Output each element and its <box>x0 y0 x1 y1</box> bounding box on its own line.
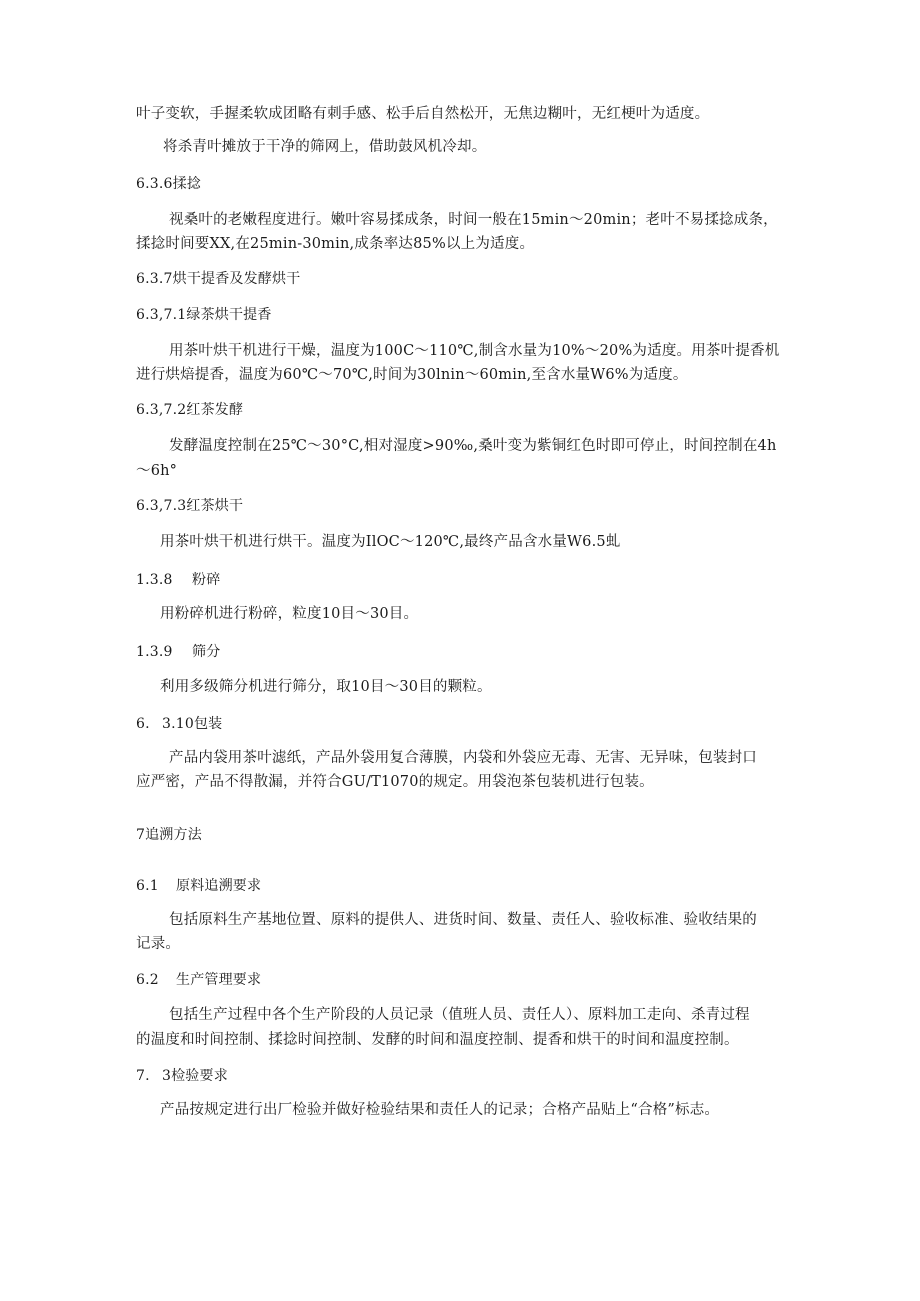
paragraph-line: 产品内袋用茶叶滤纸，产品外袋用复合薄膜，内袋和外袋应无毒、无害、无异味，包装封口 <box>169 750 757 766</box>
paragraph-line: 包括原料生产基地位置、原料的提供人、进货时间、数量、责任人、验收标准、验收结果的 <box>169 912 757 928</box>
paragraph-line: 包括生产过程中各个生产阶段的人员记录（值班人员、责任人）、原料加工走向、杀青过程 <box>169 1007 750 1023</box>
section-number: 6. <box>136 716 150 732</box>
paragraph-line: ～6h° <box>136 463 178 479</box>
paragraph-line: 视桑叶的老嫩程度进行。嫩叶容易揉成条，时间一般在15min～20min；老叶不易揉捻成条， <box>169 212 778 228</box>
paragraph-line: 的温度和时间控制、揉捻时间控制、发酵的时间和温度控制、提香和烘干的时间和温度控制。 <box>136 1032 739 1048</box>
section-title: 原料追溯要求 <box>176 878 262 894</box>
section-heading <box>136 1066 228 1086</box>
subsection-heading: 6.3,7.1绿茶烘干提香 <box>136 307 272 323</box>
section-title: 3.10包装 <box>162 716 223 732</box>
subsection-heading: 6.3,7.3红茶烘干 <box>136 498 244 514</box>
paragraph-line: 将杀青叶摊放于干净的筛网上，借助鼓风机冷却。 <box>163 139 487 155</box>
subsection-heading: 6.3,7.2红茶发酵 <box>136 402 244 418</box>
section-heading: 6.3.6揉捻 <box>136 176 202 192</box>
section-number: 1.3.9 <box>136 644 173 660</box>
paragraph-line: 产品按规定进行出厂检验并做好检验结果和责任人的记录；合格产品贴上“合格”标志。 <box>160 1102 720 1118</box>
section-title: 生产管理要求 <box>176 972 262 988</box>
paragraph-line: 应严密，产品不得散漏，并符合GU/T1070的规定。用袋泡茶包装机进行包装。 <box>136 774 654 790</box>
section-title: 粉碎 <box>192 572 221 588</box>
paragraph-line: 发酵温度控制在25℃～30°C,相对湿度>90‰,桑叶变为紫铜红色时即可停止，时间控制在4h <box>169 438 777 454</box>
section-number: 6.2 <box>136 972 159 988</box>
paragraph-line: 用粉碎机进行粉碎，粒度10目～30目。 <box>160 606 419 622</box>
paragraph-line: 利用多级筛分机进行筛分，取10目～30目的颗粒。 <box>160 679 492 695</box>
section-number: 6.1 <box>136 878 159 894</box>
section-title: 筛分 <box>192 644 221 660</box>
section-heading <box>136 642 220 662</box>
chapter-heading: 7追溯方法 <box>136 827 202 843</box>
section-heading <box>136 714 222 734</box>
section-heading: 6.3.7烘干提香及发酵烘干 <box>136 271 301 287</box>
paragraph-line: 进行烘焙提香，温度为60℃～70℃,时间为30lnin～60min,至含水量W6%为适度。 <box>136 367 688 383</box>
section-number: 7. <box>136 1068 150 1084</box>
paragraph-line: 叶子变软，手握柔软成团略有刺手感、松手后自然松开，无焦边糊叶，无红梗叶为适度。 <box>136 106 710 122</box>
section-heading <box>136 570 220 590</box>
section-heading <box>136 970 261 990</box>
paragraph-line: 记录。 <box>136 936 181 952</box>
section-heading <box>136 876 261 896</box>
paragraph-line: 揉捻时间要XX,在25min-30min,成条率达85%以上为适度。 <box>136 236 535 252</box>
paragraph-line: 用茶叶烘干机进行干燥，温度为100C～110℃,制含水量为10%～20%为适度。用茶叶提香机 <box>169 343 780 359</box>
section-title: 3检验要求 <box>162 1068 228 1084</box>
section-number: 1.3.8 <box>136 572 173 588</box>
paragraph-line: 用茶叶烘干机进行烘干。温度为IlOC～120℃,最终产品含水量W6.5虬 <box>160 534 621 550</box>
